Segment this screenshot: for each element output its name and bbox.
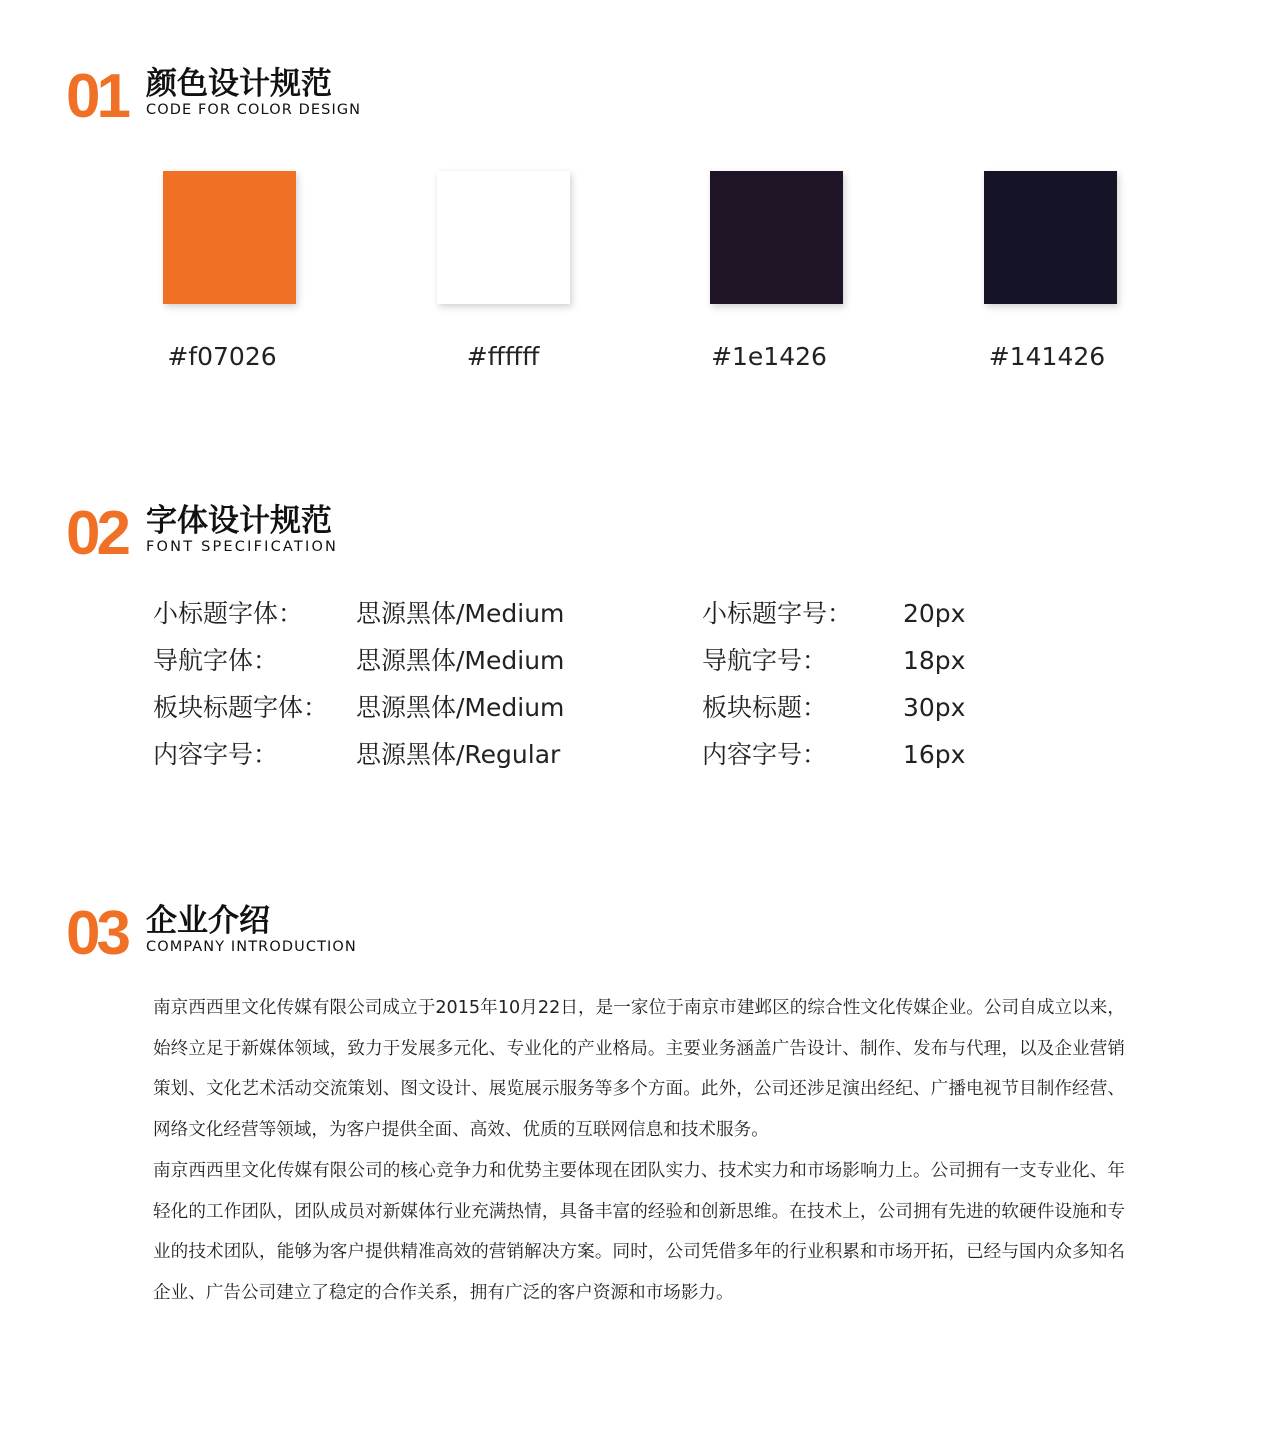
section-title: 企业介绍: [146, 903, 270, 939]
font-spec-row: [0, 594, 1280, 634]
section-number: 02: [66, 499, 127, 568]
font-spec-row: [0, 641, 1280, 681]
color-swatch-label: #141426: [988, 342, 1106, 371]
section-title: 字体设计规范: [146, 503, 332, 539]
intro-paragraph: 南京西西里文化传媒有限公司成立于2015年10月22日，是一家位于南京市建邺区的综合性文化传媒企业。公司自成立以来，始终立足于新媒体领域，致力于发展多元化、专业化的产业格局。主要业务涵盖广告设计、制作、发布与代理，以及企业营销策划、文化艺术活动交流策划、图文设计、展览展示服务等多个方面。此外，公司还涉足演出经纪、广播电视节目制作经营、网络文化经营等领域，为客户提供全面、高效、优质的互联网信息和技术服务。: [153, 998, 1125, 1141]
color-swatch: [984, 171, 1117, 304]
section-number: 01: [66, 62, 127, 131]
color-swatch-label: #1e1426: [711, 342, 827, 371]
font-spec-size-label: 导航字号：: [702, 646, 828, 675]
font-spec-size: 30px: [903, 693, 966, 722]
color-swatch-label: #f07026: [167, 342, 277, 371]
font-spec-font: 思源黑体/Regular: [356, 740, 561, 769]
section-number: 03: [66, 899, 127, 968]
font-spec-size: 20px: [903, 599, 966, 628]
section-subtitle: COMPANY INTRODUCTION: [146, 939, 357, 955]
font-spec-size: 18px: [903, 646, 966, 675]
font-spec-size-label: 内容字号：: [702, 740, 828, 769]
color-swatch: [710, 171, 843, 304]
company-introduction: [153, 988, 1125, 1314]
color-swatch: [163, 171, 296, 304]
font-spec-label: 小标题字体：: [153, 599, 304, 628]
section-subtitle: FONT SPECIFICATION: [146, 539, 339, 555]
font-spec-font: 思源黑体/Medium: [356, 646, 565, 675]
section-subtitle: CODE FOR COLOR DESIGN: [146, 102, 362, 118]
font-spec-size-label: 小标题字号：: [702, 599, 853, 628]
font-spec-row: [0, 735, 1280, 775]
section-title: 颜色设计规范: [146, 66, 332, 102]
font-spec-size-label: 板块标题：: [702, 693, 828, 722]
font-spec-font: 思源黑体/Medium: [356, 599, 565, 628]
font-spec-row: [0, 688, 1280, 728]
font-spec-size: 16px: [903, 740, 966, 769]
font-spec-label: 导航字体：: [153, 646, 279, 675]
color-swatch-label: #ffffff: [466, 342, 540, 371]
color-swatch: [437, 171, 570, 304]
intro-paragraph: 南京西西里文化传媒有限公司的核心竞争力和优势主要体现在团队实力、技术实力和市场影响力上。公司拥有一支专业化、年轻化的工作团队，团队成员对新媒体行业充满热情，具备丰富的经验和创新思维。在技术上，公司拥有先进的软硬件设施和专业的技术团队，能够为客户提供精准高效的营销解决方案。同时，公司凭借多年的行业积累和市场开拓，已经与国内众多知名企业、广告公司建立了稳定的合作关系，拥有广泛的客户资源和市场影力。: [153, 1160, 1125, 1303]
font-spec-label: 内容字号：: [153, 740, 279, 769]
font-spec-label: 板块标题字体：: [153, 693, 329, 722]
font-spec-font: 思源黑体/Medium: [356, 693, 565, 722]
